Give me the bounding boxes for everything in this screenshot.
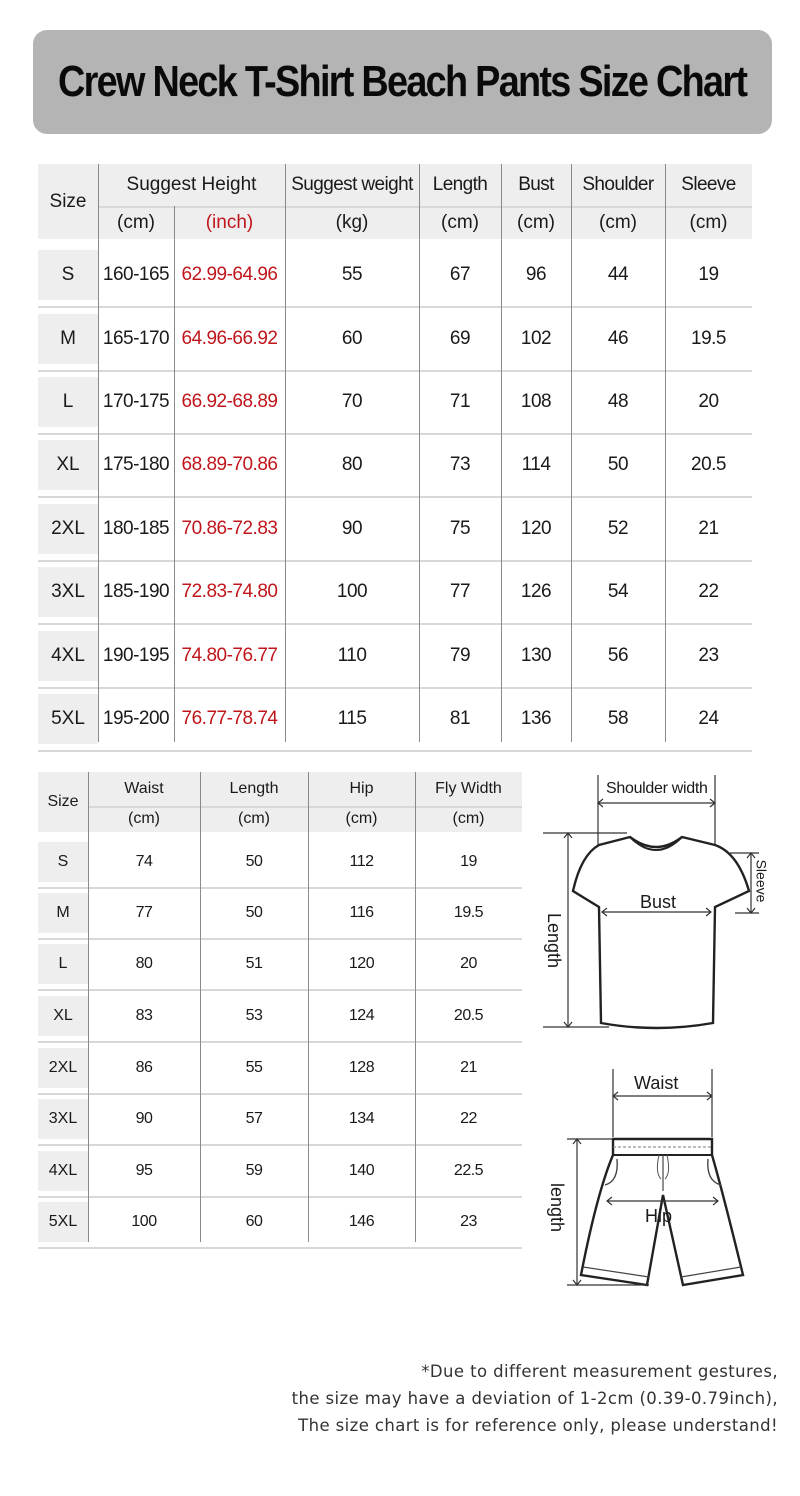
header-shoulder: Shoulder — [571, 164, 665, 206]
value-cell: 77 — [449, 581, 471, 602]
value-cell: 190-195 — [102, 645, 170, 666]
row-divider — [38, 560, 752, 562]
page-title: Crew Neck T-Shirt Beach Pants Size Chart — [58, 57, 747, 106]
row-divider — [38, 750, 752, 752]
size-cell: 3XL — [38, 567, 98, 617]
row-divider — [38, 370, 752, 372]
pants-header-waist: Waist — [88, 772, 200, 806]
disclaimer-note — [292, 1358, 778, 1439]
unit-length: (cm) — [419, 206, 501, 239]
header-length: Length — [419, 164, 501, 206]
pants-size-cell: 5XL — [38, 1202, 88, 1242]
value-cell: 24 — [698, 708, 719, 729]
sleeve-label: Sleeve — [753, 859, 770, 903]
pants-value-cell: 20.5 — [453, 1007, 484, 1024]
value-cell: 71 — [449, 391, 471, 412]
value-cell: 70.86-72.83 — [181, 518, 278, 539]
value-cell: 102 — [520, 328, 552, 349]
value-cell: 100 — [336, 581, 368, 602]
column-divider — [665, 164, 666, 742]
value-cell: 56 — [607, 645, 629, 666]
pants-value-cell: 22 — [460, 1110, 477, 1127]
pants-value-cell: 19.5 — [453, 904, 484, 921]
value-cell: 19 — [698, 264, 719, 285]
size-cell: XL — [38, 440, 98, 490]
row-divider — [38, 1093, 522, 1095]
shoulder-width-label: Shoulder width — [606, 780, 708, 797]
value-cell: 20 — [698, 391, 719, 412]
row-divider — [38, 989, 522, 991]
size-cell: L — [38, 377, 98, 427]
unit-suggest-weight: (kg) — [285, 206, 419, 239]
value-cell: 44 — [607, 264, 629, 285]
pants-value-cell: 100 — [131, 1213, 157, 1230]
value-cell: 62.99-64.96 — [181, 264, 278, 285]
unit-height-inch: (inch) — [174, 206, 285, 239]
pants-size-cell: 2XL — [38, 1048, 88, 1088]
value-cell: 165-170 — [102, 328, 170, 349]
unit-bust: (cm) — [501, 206, 571, 239]
value-cell: 46 — [607, 328, 629, 349]
size-cell: 2XL — [38, 504, 98, 554]
pants-value-cell: 128 — [348, 1059, 375, 1076]
column-divider — [501, 164, 502, 742]
value-cell: 68.89-70.86 — [181, 454, 278, 475]
row-divider — [38, 1144, 522, 1146]
pants-value-cell: 146 — [348, 1213, 375, 1230]
header-height: Suggest Height — [98, 164, 285, 206]
pants-size-cell: S — [38, 842, 88, 882]
value-cell: 80 — [341, 454, 363, 475]
pants-value-cell: 60 — [245, 1213, 263, 1230]
value-cell: 195-200 — [102, 708, 170, 729]
value-cell: 55 — [341, 264, 363, 285]
value-cell: 115 — [337, 708, 367, 729]
column-divider — [285, 164, 286, 742]
pants-value-cell: 59 — [245, 1162, 263, 1179]
header-suggest-weight: Suggest weight — [285, 164, 419, 206]
pants-header-length: Length — [200, 772, 308, 806]
row-divider — [38, 887, 522, 889]
value-cell: 76.77-78.74 — [181, 708, 278, 729]
pants-length-label: length — [547, 1182, 568, 1233]
value-cell: 110 — [337, 645, 367, 666]
column-divider — [174, 206, 175, 742]
header-divider — [88, 806, 522, 808]
pants-value-cell: 53 — [245, 1007, 263, 1024]
value-cell: 96 — [525, 264, 547, 285]
column-divider — [88, 772, 89, 1242]
title-banner — [33, 30, 772, 134]
pants-unit-length: (cm) — [200, 806, 308, 832]
value-cell: 185-190 — [102, 581, 170, 602]
pants-value-cell: 50 — [245, 853, 263, 870]
pants-value-cell: 57 — [245, 1110, 263, 1127]
value-cell: 175-180 — [102, 454, 170, 475]
header-bust: Bust — [501, 164, 571, 206]
value-cell: 54 — [607, 581, 629, 602]
column-divider — [308, 772, 309, 1242]
row-divider — [38, 433, 752, 435]
hip-label: Hip — [645, 1206, 673, 1226]
pants-value-cell: 80 — [135, 955, 153, 972]
value-cell: 79 — [449, 645, 471, 666]
pants-size-cell: XL — [38, 996, 88, 1036]
pants-size-cell: M — [38, 893, 88, 933]
pants-size-cell: 4XL — [38, 1151, 88, 1191]
size-cell: 4XL — [38, 631, 98, 681]
row-divider — [38, 938, 522, 940]
value-cell: 66.92-68.89 — [181, 391, 278, 412]
value-cell: 23 — [698, 645, 719, 666]
value-cell: 90 — [341, 518, 363, 539]
pants-size-cell: L — [38, 944, 88, 984]
pants-value-cell: 140 — [348, 1162, 375, 1179]
note-line: *Due to different measurement gestures, — [421, 1362, 778, 1381]
pants-value-cell: 19 — [460, 853, 477, 870]
header-divider — [98, 206, 752, 208]
value-cell: 170-175 — [102, 391, 170, 412]
value-cell: 73 — [449, 454, 471, 475]
size-cell: 5XL — [38, 694, 98, 744]
bust-label: Bust — [640, 892, 677, 912]
value-cell: 81 — [449, 708, 471, 729]
value-cell: 126 — [520, 581, 552, 602]
pants-value-cell: 124 — [348, 1007, 375, 1024]
value-cell: 22 — [698, 581, 719, 602]
pants-value-cell: 134 — [348, 1110, 375, 1127]
row-divider — [38, 687, 752, 689]
shirt-length-label: Length — [544, 912, 565, 969]
row-divider — [38, 1196, 522, 1198]
header-sleeve: Sleeve — [665, 164, 752, 206]
value-cell: 180-185 — [102, 518, 170, 539]
pants-value-cell: 77 — [135, 904, 153, 921]
value-cell: 19.5 — [691, 328, 726, 349]
value-cell: 58 — [607, 708, 629, 729]
value-cell: 21 — [698, 518, 719, 539]
waist-label: Waist — [634, 1073, 679, 1093]
value-cell: 20.5 — [691, 454, 726, 475]
value-cell: 72.83-74.80 — [181, 581, 278, 602]
unit-height-cm: (cm) — [98, 206, 174, 239]
pants-value-cell: 74 — [135, 853, 153, 870]
value-cell: 160-165 — [102, 264, 170, 285]
value-cell: 52 — [607, 518, 629, 539]
value-cell: 75 — [449, 518, 471, 539]
column-divider — [419, 164, 420, 742]
note-line: the size may have a deviation of 1-2cm (0.39-0.79inch), — [291, 1389, 778, 1408]
pants-value-cell: 112 — [349, 853, 374, 870]
pants-value-cell: 116 — [349, 904, 374, 921]
pants-value-cell: 23 — [460, 1213, 477, 1230]
size-cell: M — [38, 314, 98, 364]
column-divider — [98, 164, 99, 742]
note-line: The size chart is for reference only, please understand! — [298, 1416, 778, 1435]
value-cell: 136 — [520, 708, 552, 729]
column-divider — [200, 772, 201, 1242]
pants-header-size: Size — [38, 772, 88, 832]
size-cell: S — [38, 250, 98, 300]
row-divider — [38, 496, 752, 498]
row-divider — [38, 1247, 522, 1249]
pants-value-cell: 20 — [460, 955, 477, 972]
pants-value-cell: 90 — [135, 1110, 153, 1127]
value-cell: 74.80-76.77 — [181, 645, 278, 666]
value-cell: 108 — [520, 391, 552, 412]
value-cell: 60 — [341, 328, 363, 349]
column-divider — [415, 772, 416, 1242]
value-cell: 67 — [449, 264, 471, 285]
value-cell: 64.96-66.92 — [181, 328, 278, 349]
pants-header-hip: Hip — [308, 772, 415, 806]
value-cell: 130 — [520, 645, 552, 666]
value-cell: 69 — [449, 328, 471, 349]
pants-size-cell: 3XL — [38, 1099, 88, 1139]
pants-value-cell: 51 — [245, 955, 263, 972]
unit-sleeve: (cm) — [665, 206, 752, 239]
pants-value-cell: 120 — [348, 955, 375, 972]
pants-unit-hip: (cm) — [308, 806, 415, 832]
pants-value-cell: 22.5 — [453, 1162, 484, 1179]
value-cell: 48 — [607, 391, 629, 412]
pants-header-fly-width: Fly Width — [415, 772, 522, 806]
column-divider — [571, 164, 572, 742]
row-divider — [38, 1041, 522, 1043]
pants-value-cell: 95 — [135, 1162, 153, 1179]
pants-value-cell: 83 — [135, 1007, 153, 1024]
header-size: Size — [38, 164, 98, 239]
value-cell: 50 — [607, 454, 629, 475]
value-cell: 70 — [341, 391, 363, 412]
row-divider — [38, 306, 752, 308]
pants-value-cell: 55 — [245, 1059, 263, 1076]
shorts-diagram — [545, 1063, 760, 1293]
row-divider — [38, 623, 752, 625]
pants-unit-fly-width: (cm) — [415, 806, 522, 832]
pants-value-cell: 50 — [245, 904, 263, 921]
tshirt-outline — [573, 837, 749, 1028]
value-cell: 114 — [521, 454, 551, 475]
pants-value-cell: 21 — [460, 1059, 477, 1076]
unit-shoulder: (cm) — [571, 206, 665, 239]
value-cell: 120 — [520, 518, 552, 539]
pants-unit-waist: (cm) — [88, 806, 200, 832]
pants-value-cell: 86 — [135, 1059, 153, 1076]
